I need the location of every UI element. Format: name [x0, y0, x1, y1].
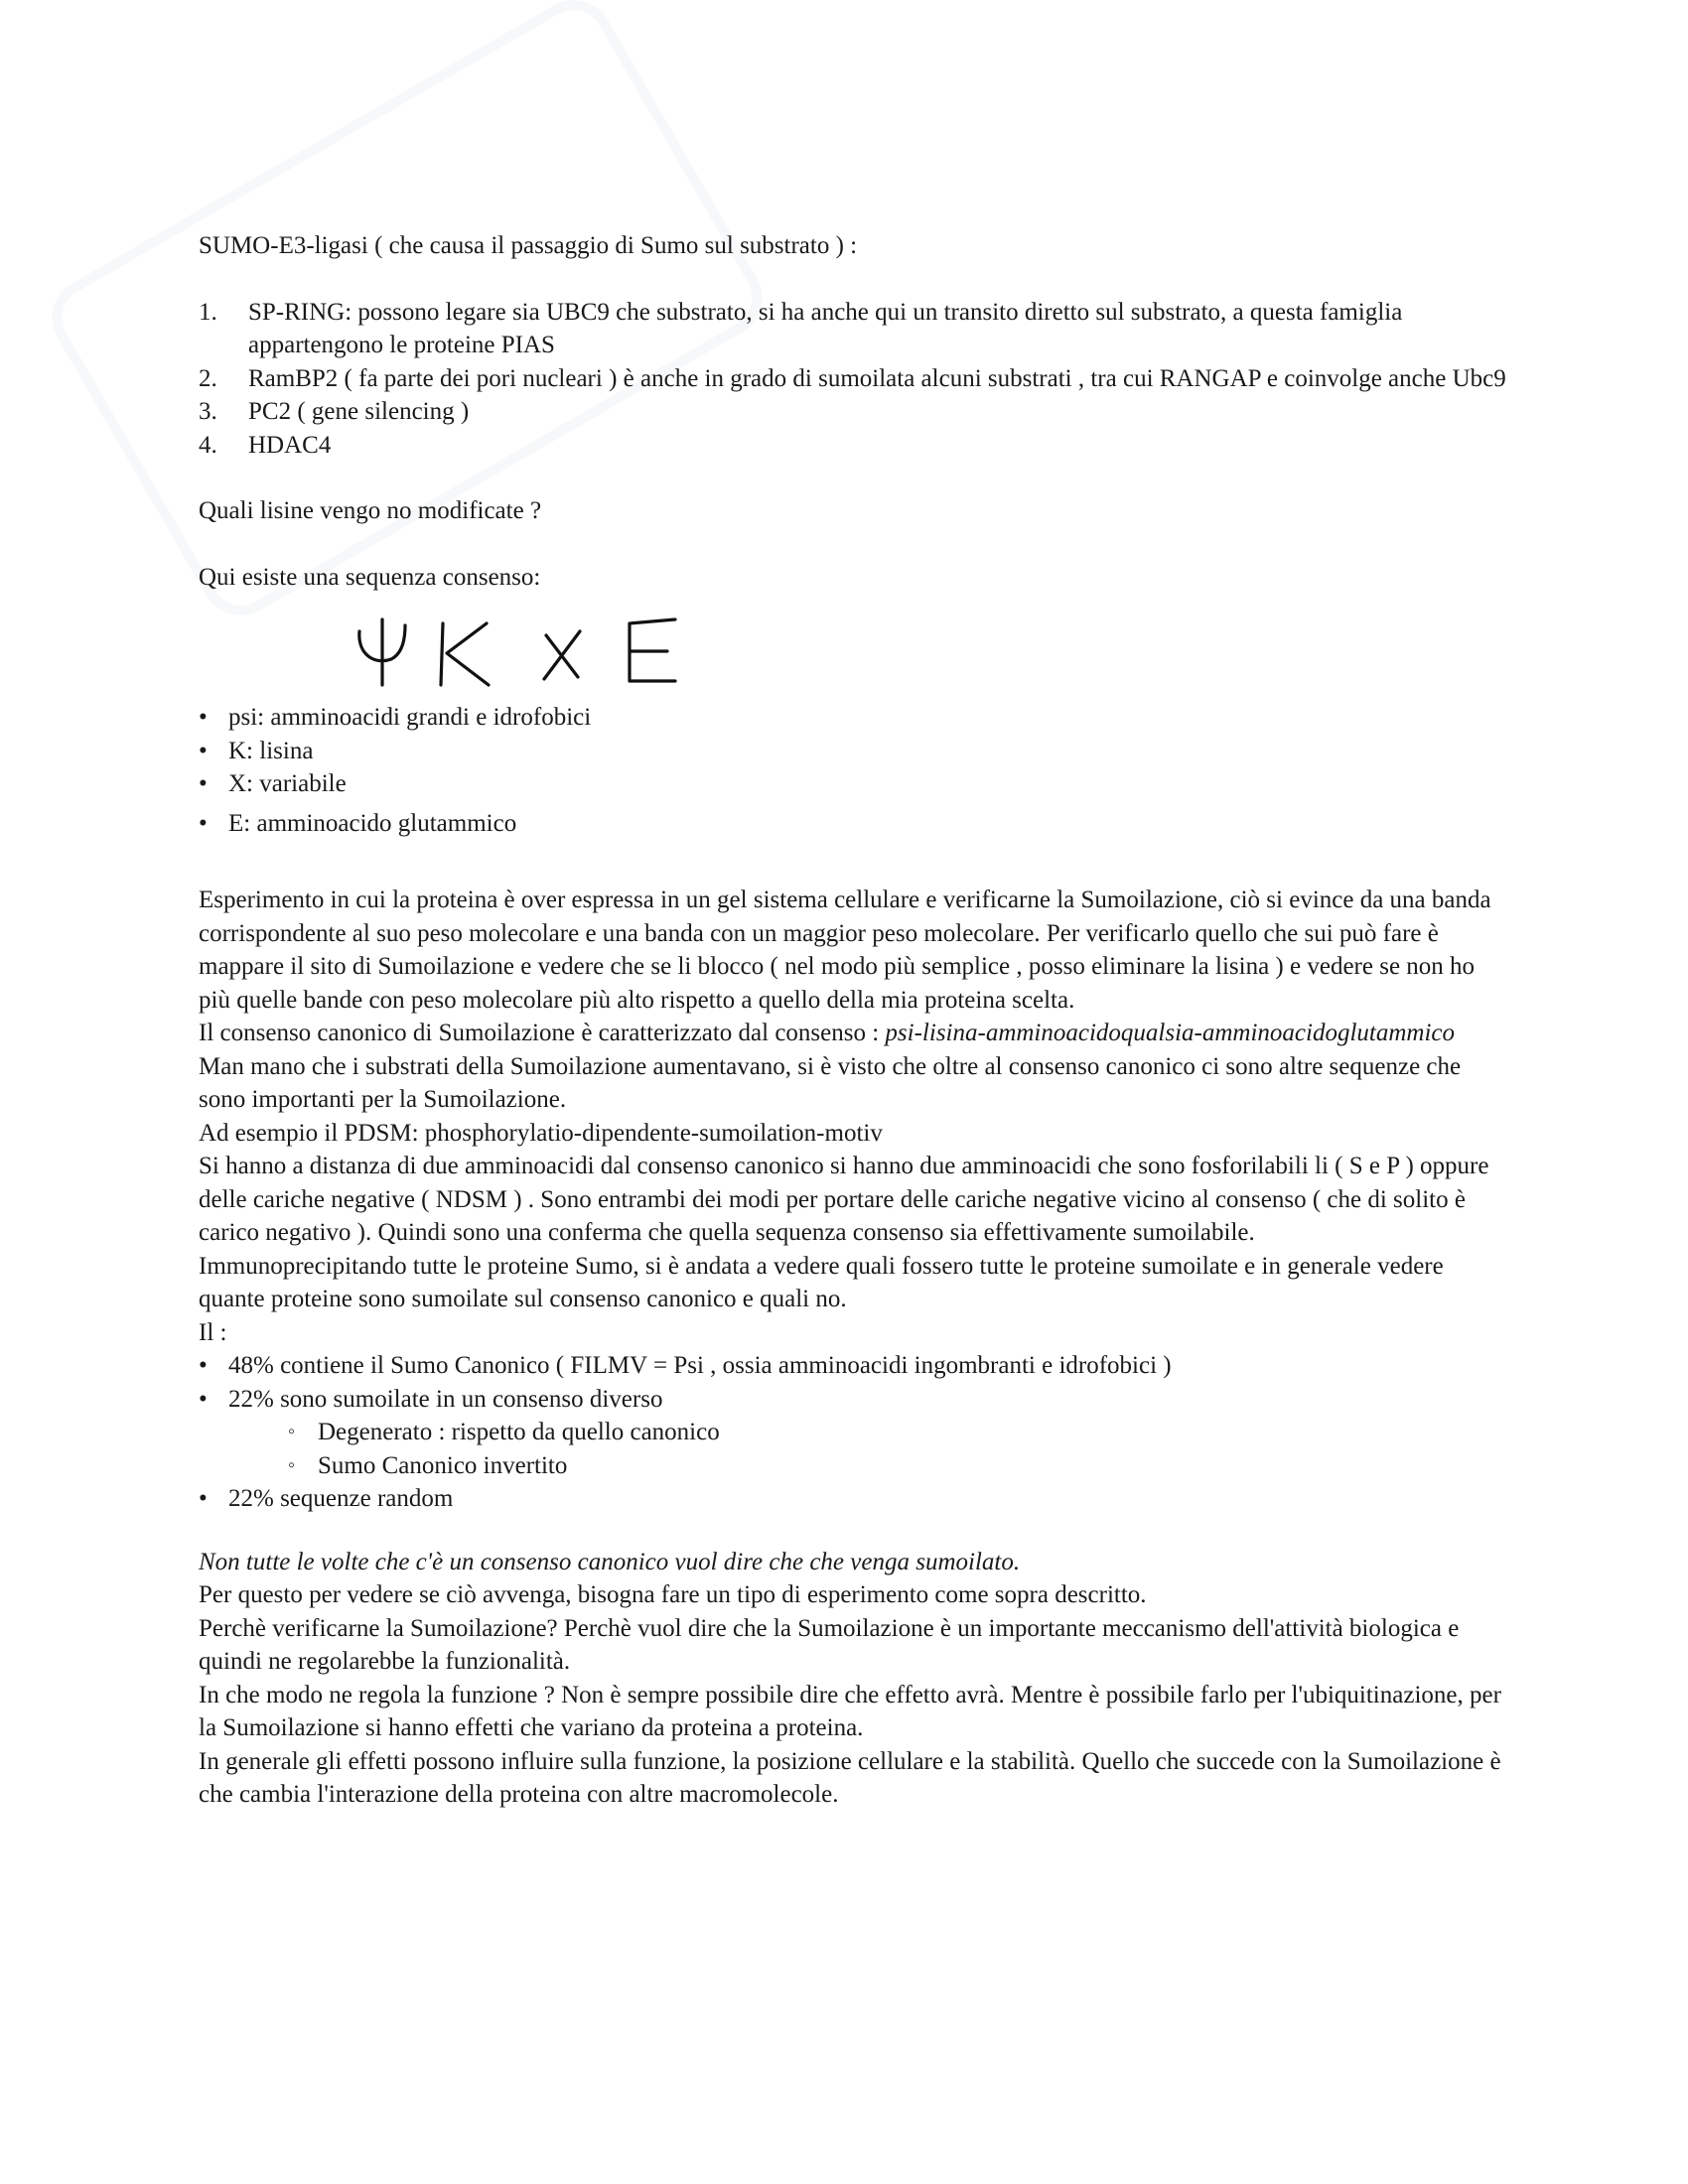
list-item-text: PC2 ( gene silencing )	[248, 398, 470, 425]
closing-paragraph: Perchè verificarne la Sumoilazione? Perchè vuol dire che la Sumoilazione è un importante meccanismo dell'attività biologica e quindi ne regolarebbe la funzionalità.	[199, 1614, 1460, 1675]
closing-paragraph: In che modo ne regola la funzione ? Non è sempre possibile dire che effetto avrà. Mentre è possibile farlo per l'ubiquitinazione, per la Sumoilazione si hanno effetti che variano da proteina a proteina.	[199, 1681, 1501, 1741]
consensus-intro: Qui esiste una sequenza consenso:	[199, 563, 541, 591]
motif-x-strokes	[544, 631, 580, 679]
document-page	[199, 229, 1509, 1812]
list-number: 3.	[199, 398, 217, 425]
consensus-motif	[199, 594, 1509, 701]
il-label: Il :	[199, 1318, 227, 1346]
list-item	[199, 296, 1509, 362]
list-item-text: RamBP2 ( fa parte dei pori nucleari ) è anche in grado di sumoilata alcuni substrati , tra cui RANGAP e coinvolge anche Ubc9	[248, 364, 1506, 392]
closing-paragraph: Per questo per vedere se ciò avvenga, bisogna fare un tipo di esperimento come sopra descritto.	[199, 1581, 1147, 1608]
list-item: • X: variabile	[199, 767, 1509, 801]
sub-list	[228, 1416, 1509, 1482]
sub-list-item: ◦ Sumo Canonico invertito	[288, 1449, 1509, 1483]
list-number: 4.	[199, 431, 217, 459]
substrates-paragraph: Man mano che i substrati della Sumoilazione aumentavano, si è visto che oltre al consenso canonico ci sono altre sequenze che sono importanti per la Sumoilazione.	[199, 1052, 1462, 1113]
list-item: • E: amminoacido glutammico	[199, 807, 1509, 841]
motif-legend	[199, 701, 1509, 840]
motif-e-strokes	[630, 619, 675, 681]
immuno-paragraph: Immunoprecipitando tutte le proteine Sumo, si è andata a vedere quali fossero tutte le proteine sumoilate e in generale vedere quante proteine sono sumoilate sul consenso canonico e quali no.	[199, 1252, 1444, 1312]
distance-paragraph: Si hanno a distanza di due amminoacidi dal consenso canonico si hanno due amminoacidi che sono fosforilabili li ( S e P ) oppure delle cariche negative ( NDSM ) . Sono entrambi dei modi per portare delle cariche negative vicino al consenso ( che di solito è carico negativo ). Quindi sono una conferma che quella sequenza consenso sia effettivamente sumoilabile.	[199, 1153, 1489, 1246]
list-item	[199, 1383, 1509, 1483]
spacer	[199, 840, 1509, 884]
stats-list	[199, 1349, 1509, 1516]
canonical-sequence: psi-lisina-amminoacidoqualsia-amminoacidoglutammico	[885, 1020, 1455, 1046]
spacer	[199, 1516, 1509, 1546]
list-number: 1.	[199, 298, 217, 326]
ligase-list	[199, 296, 1509, 463]
list-item: • psi: amminoacidi grandi e idrofobici	[199, 701, 1509, 735]
not-always-note	[199, 1546, 1509, 1579]
closing-paragraph: In generale gli effetti possono influire sulla funzione, la posizione cellulare e la stabilità. Quello che succede con la Sumoilazione è che cambia l'interazione della proteina con altre macromolecole.	[199, 1747, 1501, 1808]
pdsm-paragraph: Ad esempio il PDSM: phosphorylatio-dipendente-sumoilation-motiv	[199, 1119, 883, 1147]
list-item	[199, 429, 1509, 463]
canonical-paragraph	[199, 1017, 1509, 1050]
list-item-text: 22% sono sumoilate in un consenso diverso	[228, 1385, 663, 1413]
motif-k-strokes	[441, 623, 489, 685]
list-item-text: SP-RING: possono legare sia UBC9 che substrato, si ha anche qui un transito diretto sul substrato, a questa famiglia appartengono le proteine PIAS	[248, 298, 1403, 358]
sub-list-item: ◦ Degenerato : rispetto da quello canonico	[288, 1416, 1509, 1449]
handwritten-motif	[348, 594, 725, 693]
canonical-lead: Il consenso canonico di Sumoilazione è caratterizzato dal consenso :	[199, 1020, 886, 1046]
question: Quali lisine vengo no modificate ?	[199, 497, 542, 524]
list-item: • 48% contiene il Sumo Canonico ( FILMV = Psi , ossia amminoacidi ingombranti e idrofobici )	[199, 1349, 1509, 1383]
list-item-text: HDAC4	[248, 431, 332, 459]
list-item: • 22% sequenze random	[199, 1482, 1509, 1516]
not-always-text: Non tutte le volte che c'è un consenso canonico vuol dire che che venga sumoilato.	[199, 1548, 1021, 1575]
experiment-paragraph: Esperimento in cui la proteina è over espressa in un gel sistema cellulare e verificarne la Sumoilazione, ciò si evince da una banda corrispondente al suo peso molecolare e una banda con un maggior peso molecolare. Per verificarlo quello che sui può fare è mappare il sito di Sumoilazione e vedere che se li blocco ( nel modo più semplice , posso eliminare la lisina ) e vedere se non ho più quelle bande con peso molecolare più alto rispetto a quello della mia proteina scelta.	[199, 887, 1491, 1014]
list-item	[199, 395, 1509, 429]
list-number: 2.	[199, 364, 217, 392]
list-item: • K: lisina	[199, 735, 1509, 768]
list-item	[199, 362, 1509, 396]
section-heading: SUMO-E3-ligasi ( che causa il passaggio di Sumo sul substrato ) :	[199, 232, 858, 259]
